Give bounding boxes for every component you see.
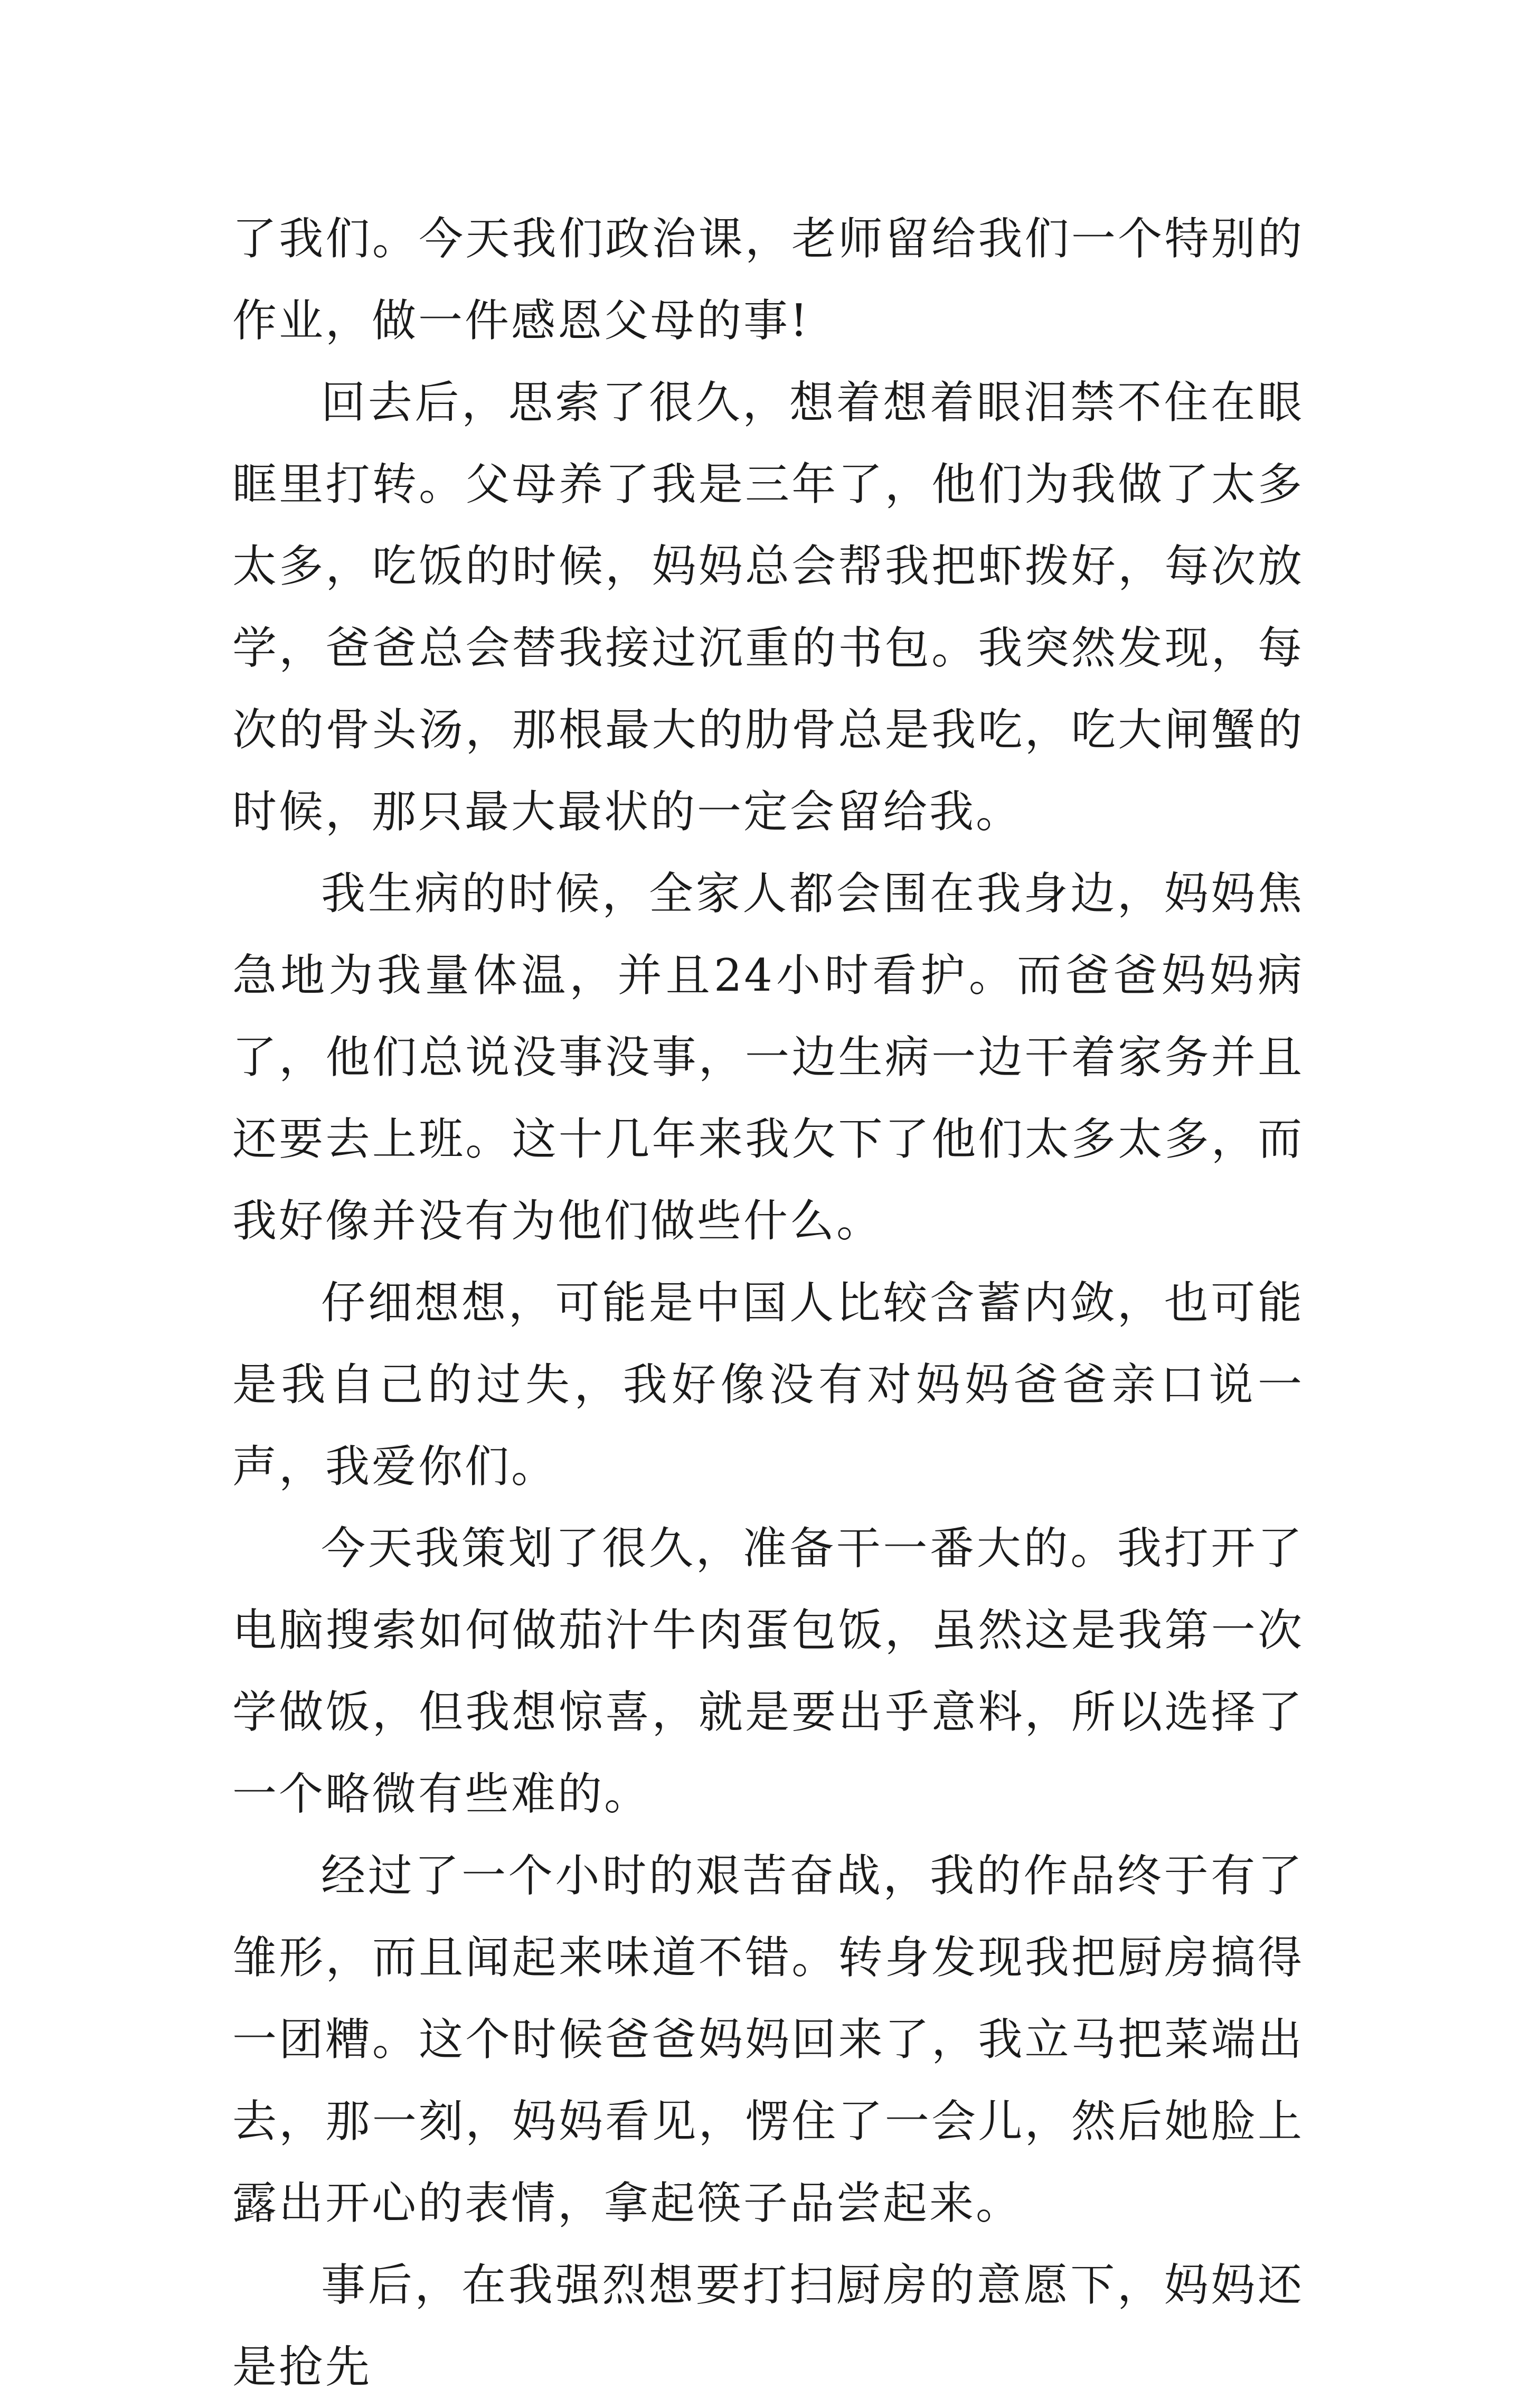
paragraph-4: 仔细想想，可能是中国人比较含蓄内敛，也可能是我自己的过失，我好像没有对妈妈爸爸亲口说一声，我爱你们。	[232, 1277, 1304, 1492]
paragraph-3: 我生病的时候，全家人都会围在我身边，妈妈焦急地为我量体温，并且24小时看护。而爸爸妈妈病了，他们总说没事没事，一边生病一边干着家务并且还要去上班。这十几年来我欠下了他们太多太多，而我好像并没有为他们做些什么。	[232, 868, 1304, 1247]
paragraph-1: 了我们。今天我们政治课，老师留给我们一个特别的作业，做一件感恩父母的事!	[232, 213, 1304, 346]
paragraph-7: 事后，在我强烈想要打扫厨房的意愿下，妈妈还是抢先	[232, 2259, 1304, 2393]
paragraph-2: 回去后，思索了很久，想着想着眼泪禁不住在眼眶里打转。父母养了我是三年了，他们为我做了太多太多，吃饭的时候，妈妈总会帮我把虾拨好，每次放学，爸爸总会替我接过沉重的书包。我突然发现，每次的骨头汤，那根最大的肋骨总是我吃，吃大闸蟹的时候，那只最大最状的一定会留给我。	[232, 377, 1304, 838]
paragraph-6: 经过了一个小时的艰苦奋战，我的作品终于有了雏形，而且闻起来味道不错。转身发现我把厨房搞得一团糟。这个时候爸爸妈妈回来了，我立马把菜端出去，那一刻，妈妈看见，愣住了一会儿，然后她脸上露出开心的表情，拿起筷子品尝起来。	[232, 1850, 1304, 2229]
body-text	[232, 198, 1304, 2408]
paragraph-5: 今天我策划了很久，准备干一番大的。我打开了电脑搜索如何做茄汁牛肉蛋包饭，虽然这是我第一次学做饭，但我想惊喜，就是要出乎意料，所以选择了一个略微有些难的。	[232, 1522, 1304, 1820]
